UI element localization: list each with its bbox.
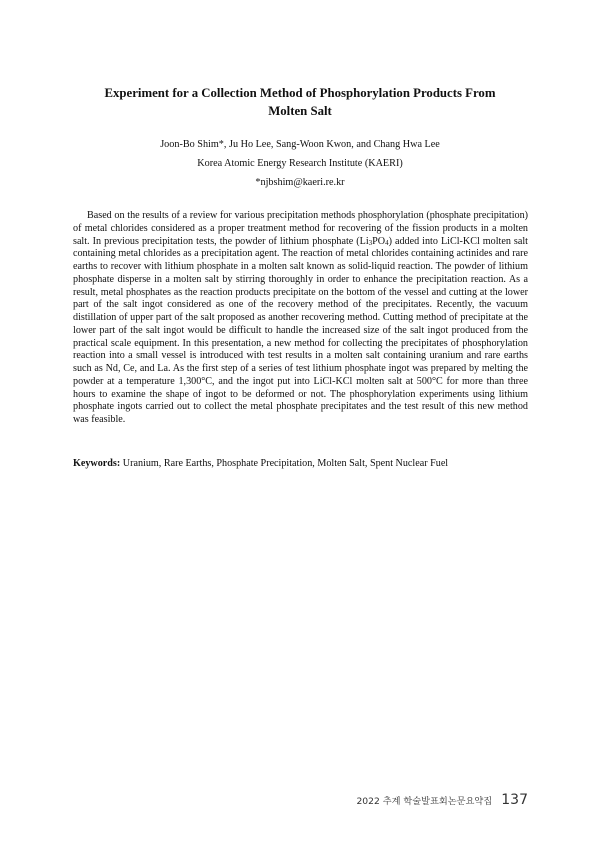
author-list: Joon-Bo Shim*, Ju Ho Lee, Sang-Woon Kwon, and Chang Hwa Lee [160, 139, 440, 150]
footer-proceedings-title: 2022 추계 학술발표회논문요약집 [356, 796, 493, 807]
keywords-label: Keywords: [73, 458, 121, 469]
keywords-text: Uranium, Rare Earths, Phosphate Precipitation, Molten Salt, Spent Nuclear Fuel [120, 458, 449, 469]
affiliation: Korea Atomic Energy Research Institute (KAERI) [197, 158, 403, 169]
paper-title-line-2: Molten Salt [268, 104, 332, 118]
paper-title [70, 84, 530, 120]
page-footer [356, 789, 528, 808]
paper-title-line-1: Experiment for a Collection Method of Phosphorylation Products From [104, 86, 496, 100]
page-number: 137 [501, 792, 528, 808]
abstract-subscript-1: 3 [368, 238, 373, 247]
abstract-paragraph [73, 210, 528, 427]
abstract-text-part-2: PO [372, 235, 386, 247]
abstract-text-part-3: ) added into LiCl-KCl molten salt containing metal chlorides as a precipitation agent. The reaction of metal chlorides containing actinides and rare earths to recover with lithium phosphate in a molten salt known as solid-liquid reaction. The powder of lithium phosphate disperse in a molten salt by stirring thoroughly in order to enhance the precipitation reaction. As a result, metal phosphates as the reaction products precipitate on the bottom of the vessel and cutting at the lower part of the salt ingot considered as one of the recovery method of the precipitates. Recently, the vacuum distillation of upper part of the salt proposed as another recovering method. Cutting method of precipitate at the lower part of the salt ingot would be difficult to handle the increased size of the salt ingot produced from the practical scale equipment. In this presentation, a new method for collecting the precipitates of phosphorylation reaction into a small vessel is introduced with test results in a molten salt containing uranium and rare earths such as Nd, Ce, and La. As the first step of a series of test lithium phosphate ingot was prepared by melting the powder at a temperature 1,300°C, and the ingot put into LiCl-KCl molten salt at 500°C for more than three hours to examine the shape of ingot to be deformed or not. The phosphorylation experiments using lithium phosphate ingots carried out to collect the metal phosphate precipitates and the test result of this new method was feasible. [73, 235, 528, 425]
abstract-subscript-2: 4 [385, 238, 389, 247]
abstract-text-part-1: Based on the results of a review for various precipitation methods phosphorylation (phosphate precipitation) of metal chlorides considered as a proper treatment method for recovering of the fission products in a molten salt. In previous precipitation tests, the powder of lithium phosphate (Li [73, 210, 528, 247]
contact-email: *njbshim@kaeri.re.kr [255, 177, 345, 188]
keywords-line [73, 457, 528, 470]
